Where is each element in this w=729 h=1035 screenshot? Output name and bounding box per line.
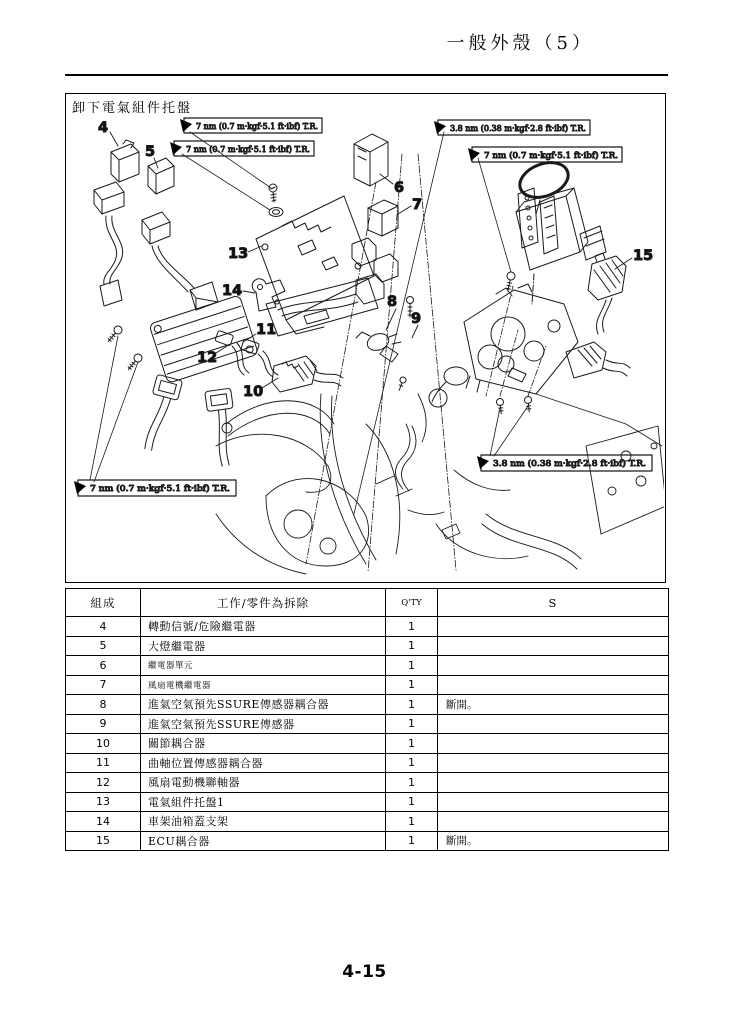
callout-9: 9 (411, 311, 422, 327)
part-remark (438, 773, 669, 793)
table-row (66, 695, 669, 715)
col-header-order: 組成 (66, 589, 141, 617)
part-qty: 1 (386, 812, 438, 832)
part-name: 進氣空氣預先SSURE傳感器 (141, 714, 386, 734)
part-no: 4 (66, 617, 141, 637)
table-row (66, 792, 669, 812)
callout-4: 4 (98, 120, 109, 136)
part-no: 13 (66, 792, 141, 812)
part-name: 電氣組件托盤1 (141, 792, 386, 812)
part-name: 車架油箱蓋支架 (141, 812, 386, 832)
callout-14: 14 (222, 283, 243, 299)
torque-box-1 (180, 118, 322, 133)
callout-6: 6 (394, 180, 405, 196)
part-remark: 斷開。 (438, 695, 669, 715)
part-no: 5 (66, 636, 141, 656)
parts-table (65, 588, 669, 851)
part-remark (438, 812, 669, 832)
bracket-assembly-drawing (429, 188, 630, 407)
table-row (66, 675, 669, 695)
svg-text:7 nm (0.7 m·kgf·5.1 ft·ibf) T.: 7 nm (0.7 m·kgf·5.1 ft·ibf) T.R. (196, 122, 318, 131)
part-qty: 1 (386, 617, 438, 637)
part-name: 關節耦合器 (141, 734, 386, 754)
svg-text:7 nm (0.7 m·kgf·5.1 ft·ibf) T.: 7 nm (0.7 m·kgf·5.1 ft·ibf) T.R. (186, 145, 310, 154)
part-remark (438, 636, 669, 656)
pressure-sensor-8-drawing (356, 331, 401, 362)
relay-4-drawing (94, 140, 139, 306)
part-no: 14 (66, 812, 141, 832)
table-header-row (66, 589, 669, 617)
relay-5-drawing (142, 158, 218, 310)
svg-text:7 nm (0.7 m·kgf·5.1 ft·ibf) T.: 7 nm (0.7 m·kgf·5.1 ft·ibf) T.R. (90, 484, 230, 493)
part-no: 8 (66, 695, 141, 715)
rectifier-connectors (138, 374, 241, 467)
part-qty: 1 (386, 831, 438, 851)
part-remark (438, 617, 669, 637)
part-name: 繼電器單元 (141, 656, 386, 676)
svg-text:7 nm (0.7 m·kgf·5.1 ft·ibf) T.: 7 nm (0.7 m·kgf·5.1 ft·ibf) T.R. (484, 151, 618, 160)
table-row (66, 812, 669, 832)
callout-13: 13 (228, 246, 249, 262)
part-name: 風扇電機繼電器 (141, 675, 386, 695)
part-name: 風扇電動機聯軸器 (141, 773, 386, 793)
bracket-14-drawing (252, 279, 285, 311)
part-name: 轉動信號/危險繼電器 (141, 617, 386, 637)
part-no: 15 (66, 831, 141, 851)
part-qty: 1 (386, 675, 438, 695)
svg-text:3.8 nm (0.38 m·kgf·2.8 ft·ibf): 3.8 nm (0.38 m·kgf·2.8 ft·ibf) T.R. (450, 124, 586, 133)
table-row (66, 656, 669, 676)
joint-coupler-10-drawing (272, 356, 343, 392)
col-header-remarks: S (438, 589, 669, 617)
part-name: 曲軸位置傳感器耦合器 (141, 753, 386, 773)
callout-12: 12 (197, 350, 218, 366)
callout-11: 11 (256, 322, 277, 338)
part-remark (438, 792, 669, 812)
relay-7-drawing (278, 200, 398, 316)
part-remark: 斷開。 (438, 831, 669, 851)
diagram-caption: 卸下電氣組件托盤 (72, 101, 193, 116)
part-qty: 1 (386, 773, 438, 793)
table-row (66, 773, 669, 793)
table-row (66, 617, 669, 637)
callout-5: 5 (145, 144, 156, 160)
callout-8: 8 (387, 294, 398, 310)
part-name: 進氣空氣預先SSURE傳感器耦合器 (141, 695, 386, 715)
torque-box-3 (434, 120, 590, 135)
relay-unit-6-drawing (354, 134, 388, 186)
torque-box-5 (74, 480, 236, 496)
svg-text:3.8 nm (0.38 m·kgf·2.8 ft·ibf): 3.8 nm (0.38 m·kgf·2.8 ft·ibf) T.R. (493, 459, 646, 468)
part-no: 7 (66, 675, 141, 695)
part-remark (438, 714, 669, 734)
col-header-job: 工作/零件為拆除 (141, 589, 386, 617)
page-title: 一般外殼（5） (446, 33, 594, 54)
table-row (66, 753, 669, 773)
page-number: 4-15 (342, 962, 387, 982)
part-no: 12 (66, 773, 141, 793)
part-no: 10 (66, 734, 141, 754)
ecu-drawing (515, 156, 606, 304)
part-name: ECU耦合器 (141, 831, 386, 851)
table-row (66, 714, 669, 734)
col-header-qty: Q'TY (386, 589, 438, 617)
part-remark (438, 675, 669, 695)
part-name: 大燈繼電器 (141, 636, 386, 656)
part-remark (438, 734, 669, 754)
part-no: 9 (66, 714, 141, 734)
part-remark (438, 656, 669, 676)
part-qty: 1 (386, 792, 438, 812)
part-qty: 1 (386, 695, 438, 715)
part-qty: 1 (386, 753, 438, 773)
part-no: 11 (66, 753, 141, 773)
part-remark (438, 753, 669, 773)
part-qty: 1 (386, 636, 438, 656)
callout-15: 15 (633, 248, 654, 264)
torque-box-4 (468, 147, 622, 162)
part-qty: 1 (386, 714, 438, 734)
callout-10: 10 (243, 384, 264, 400)
callout-7: 7 (412, 197, 423, 213)
part-no: 6 (66, 656, 141, 676)
frame-sketch (216, 394, 664, 574)
table-row (66, 734, 669, 754)
torque-box-2 (170, 141, 314, 156)
rectifier-drawing (149, 295, 259, 383)
part-qty: 1 (386, 734, 438, 754)
exploded-view-panel (65, 93, 666, 583)
header-rule (65, 74, 668, 76)
part-qty: 1 (386, 656, 438, 676)
torque-box-6 (477, 455, 652, 471)
exploded-view-drawing (66, 94, 664, 581)
table-row (66, 636, 669, 656)
table-row (66, 831, 669, 851)
